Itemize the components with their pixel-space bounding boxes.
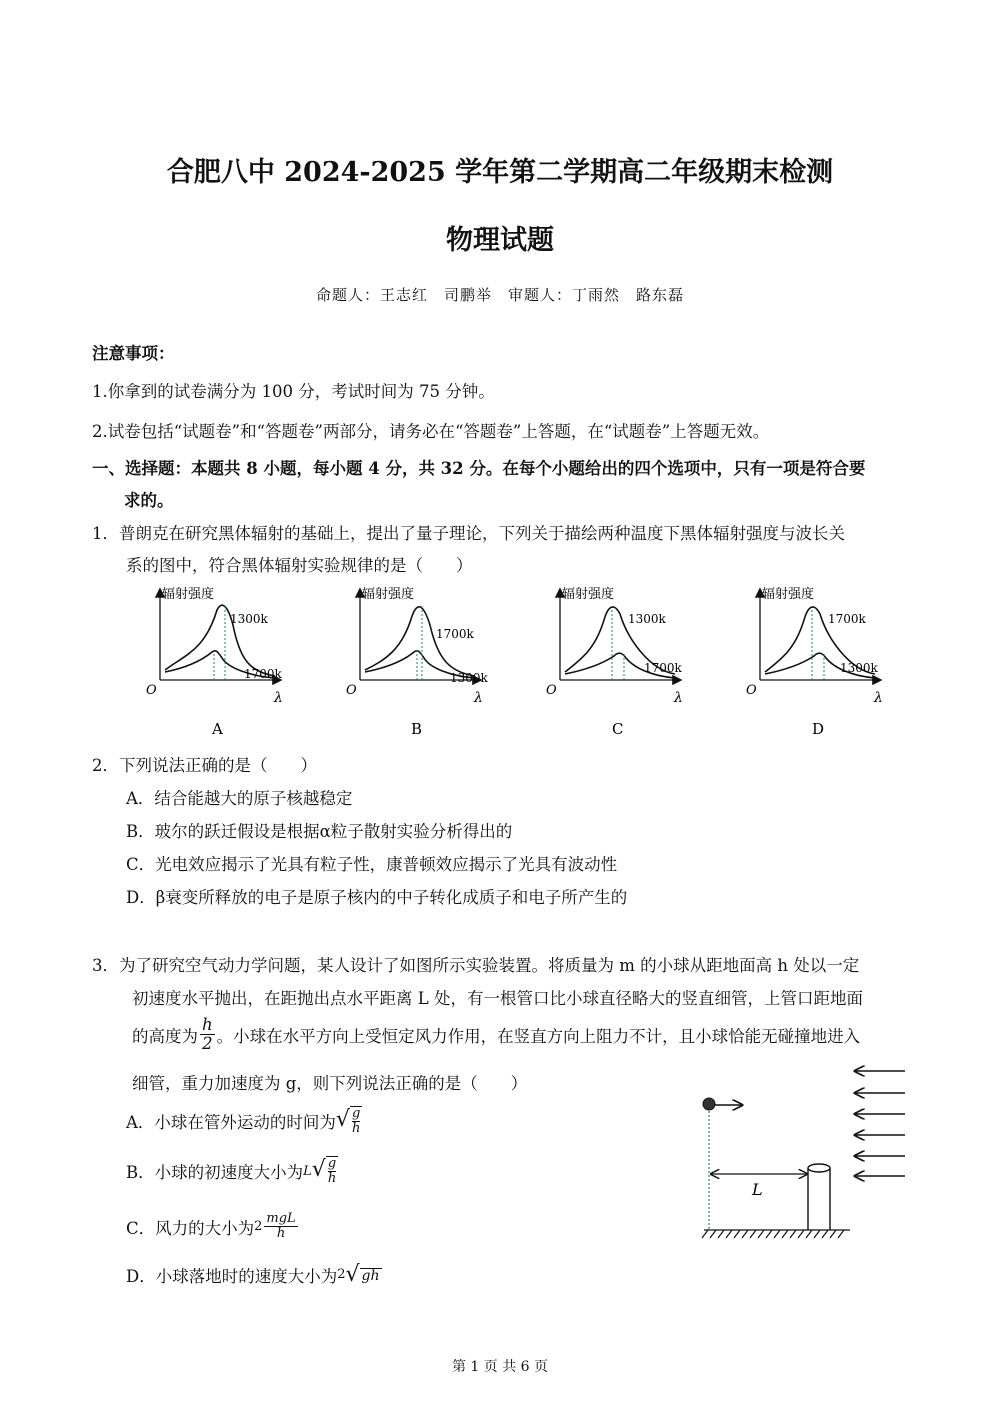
exam-title: 合肥八中 2024-2025 学年第二学期高二年级期末检测: [166, 157, 834, 188]
q3-c-fraction: [264, 1212, 297, 1242]
q3-line3-end: 。小球在水平方向上受恒定风力作用，在竖直方向上阻力不计，且小球恰能无碰撞地进入: [216, 1026, 861, 1046]
q3-d-coef: 2: [337, 1267, 346, 1282]
graph-b-xlabel: λ: [474, 690, 483, 706]
section1-line1: 一、选择题：本题共 8 小题，每小题 4 分，共 32 分。在每个小题给出的四个选项中，只有一项是符合要: [92, 459, 866, 478]
q3-option-d: [126, 1262, 382, 1287]
sqrt-symbol: √ $\frac{g}{h}$: [335, 1106, 361, 1137]
notice-item-2: 2.试卷包括“试题卷”和“答题卷”两部分，请务必在“答题卷”上答题，在“试题卷”上答题无效。: [92, 422, 770, 441]
notice-item-1: 1.你拿到的试卷满分为 100 分，考试时间为 75 分钟。: [92, 382, 495, 401]
graph-a-low-label: 1700k: [244, 667, 282, 681]
graph-d-origin: O: [746, 683, 757, 698]
section1-line2: 求的。: [124, 491, 174, 510]
graph-c-option: C: [612, 720, 624, 738]
tube: [808, 1164, 830, 1230]
graph-b: [346, 586, 489, 738]
graph-c-low-label: 1700k: [644, 661, 682, 675]
q2-option-c: C．光电效应揭示了光具有粒子性，康普顿效应揭示了光具有波动性: [126, 855, 618, 874]
graph-a-xlabel: λ: [274, 690, 283, 706]
q3-option-c: [126, 1212, 300, 1242]
q3-b-den: h: [327, 1171, 337, 1187]
q3-line3-start: 的高度为: [132, 1026, 198, 1046]
graph-b-high-label: 1700k: [436, 627, 474, 641]
q2-stem: 2．下列说法正确的是（ ）: [92, 756, 317, 775]
q2-option-b: B．玻尔的跃迁假设是根据α粒子散射实验分析得出的: [126, 822, 513, 841]
q3-option-a: [126, 1106, 362, 1137]
q1-graphs: [140, 580, 900, 740]
q3-option-c-text: C．风力的大小为: [126, 1218, 255, 1238]
q3-height-fraction: [200, 1016, 215, 1053]
graph-a-ylabel: 辐射强度: [162, 587, 215, 602]
q3-frac-num: h: [202, 1015, 213, 1034]
q3-a-num: g: [351, 1106, 361, 1121]
q2-option-a: A．结合能越大的原子核越稳定: [126, 789, 353, 808]
distance-label: L: [752, 1180, 763, 1199]
graph-c-high-label: 1300k: [628, 612, 666, 626]
q3-stem-line1: 3．为了研究空气动力学问题，某人设计了如图所示实验装置。将质量为 m 的小球从距地面高 h 处以一定: [92, 956, 860, 975]
q1-stem-line2: 系的图中，符合黑体辐射实验规律的是（ ）: [126, 556, 473, 575]
graph-b-low-label: 1300k: [450, 671, 488, 685]
graph-b-origin: O: [346, 683, 357, 698]
sqrt-symbol: √ $\frac{g}{h}$: [311, 1156, 337, 1187]
q3-option-d-text: D．小球落地时的速度大小为: [126, 1266, 338, 1286]
q3-c-coef: 2: [254, 1219, 263, 1235]
q3-stem-line2: 初速度水平抛出，在距抛出点水平距离 L 处，有一根管口比小球直径略大的竖直细管，上管口距地面: [132, 989, 863, 1008]
q2-option-d: D．β衰变所释放的电子是原子核内的中子转化成质子和电子所产生的: [126, 888, 628, 907]
graph-c: [546, 586, 683, 738]
ball: [703, 1098, 715, 1110]
graph-b-ylabel: 辐射强度: [362, 587, 415, 602]
q3-b-num: g: [327, 1156, 337, 1171]
graph-c-ylabel: 辐射强度: [562, 587, 615, 602]
authors-line: 命题人：王志红 司鹏举 审题人：丁雨然 路东磊: [315, 286, 684, 304]
graph-d-high-label: 1700k: [828, 612, 866, 626]
graph-d-low-label: 1300k: [840, 661, 878, 675]
graph-a-high-label: 1300k: [230, 612, 268, 626]
q3-b-coef: L: [303, 1163, 312, 1179]
q3-a-den: h: [351, 1121, 361, 1137]
graph-a: [146, 586, 283, 738]
page-footer: 第 1 页 共 6 页: [451, 1359, 549, 1375]
q3-d-rad: gh: [361, 1268, 380, 1285]
graph-d: [746, 586, 883, 738]
sqrt-symbol: √ gh: [345, 1262, 380, 1287]
q3-option-b-text: B．小球的初速度大小为: [126, 1163, 304, 1183]
graph-a-origin: O: [146, 683, 157, 698]
ground: [702, 1230, 850, 1238]
graph-b-option: B: [411, 720, 423, 738]
q1-stem-line1: 1．普朗克在研究黑体辐射的基础上，提出了量子理论，下列关于描绘两种温度下黑体辐射强度与波长关: [92, 524, 845, 543]
q3-c-num: mgL: [266, 1211, 296, 1226]
graph-d-option: D: [812, 720, 825, 738]
q3-frac-den: 2: [202, 1034, 213, 1054]
q3-c-den: h: [276, 1226, 286, 1242]
q3-stem-line4: 细管，重力加速度为 g，则下列说法正确的是（ ）: [132, 1074, 528, 1093]
exam-subtitle: 物理试题: [446, 225, 554, 256]
graph-c-origin: O: [546, 683, 557, 698]
q3-option-b: [126, 1156, 338, 1187]
q3-figure: [700, 1058, 915, 1248]
notice-heading: 注意事项：: [92, 344, 175, 363]
wind-arrows: [855, 1071, 905, 1176]
q3-stem-line3: [132, 1016, 860, 1053]
graph-d-ylabel: 辐射强度: [762, 587, 815, 602]
graph-c-xlabel: λ: [674, 690, 683, 706]
graph-d-xlabel: λ: [874, 690, 883, 706]
q3-option-a-text: A．小球在管外运动的时间为: [126, 1113, 336, 1133]
graph-a-option: A: [212, 720, 223, 738]
